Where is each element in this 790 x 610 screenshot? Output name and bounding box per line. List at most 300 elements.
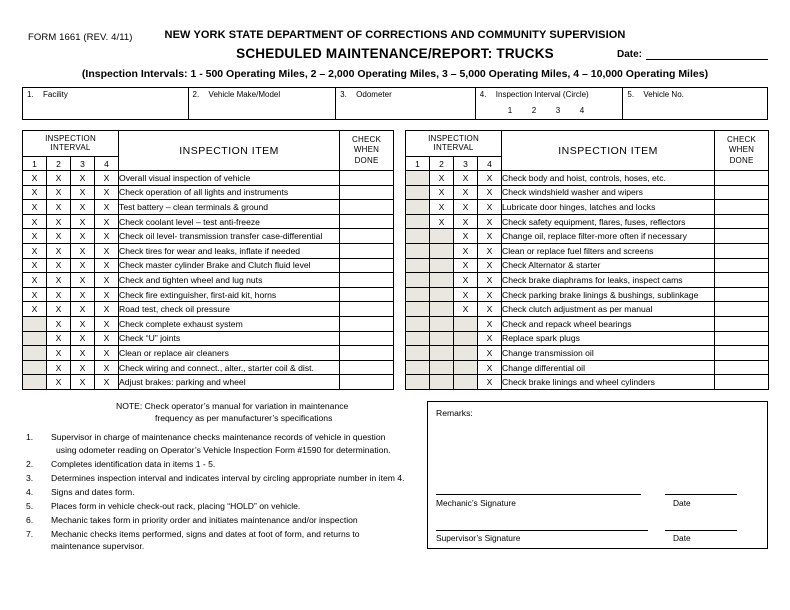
interval-mark-cell — [454, 331, 478, 346]
interval-mark-cell — [406, 200, 430, 215]
inspection-item-label: Check Alternator & starter — [502, 258, 715, 273]
check-when-done-cell[interactable] — [340, 273, 394, 288]
instruction-text-continuation: maintenance supervisor. — [51, 541, 145, 552]
interval-mark-cell: X — [47, 316, 71, 331]
check-when-done-cell[interactable] — [340, 200, 394, 215]
interval-mark-cell: X — [430, 185, 454, 200]
table-row — [406, 346, 769, 361]
instruction-number: 7. — [26, 528, 34, 539]
table-row — [23, 316, 394, 331]
interval-mark-cell: X — [95, 331, 119, 346]
interval-col-1: 1 — [23, 157, 47, 171]
interval-mark-cell — [430, 287, 454, 302]
interval-mark-cell — [406, 287, 430, 302]
interval-mark-cell: X — [71, 375, 95, 390]
interval-mark-cell: X — [47, 200, 71, 215]
check-when-done-cell[interactable] — [715, 346, 769, 361]
interval-mark-cell: X — [47, 258, 71, 273]
interval-mark-cell: X — [95, 360, 119, 375]
interval-col-3: 3 — [454, 157, 478, 171]
check-when-done-cell[interactable] — [715, 185, 769, 200]
ident-number: 3. — [340, 90, 347, 99]
interval-mark-cell — [406, 243, 430, 258]
inspection-item-label: Change oil, replace filter-more often if necessary — [502, 229, 715, 244]
instruction-text-wrap — [51, 486, 426, 499]
check-when-done-cell[interactable] — [340, 214, 394, 229]
interval-mark-cell: X — [47, 171, 71, 186]
inspection-item-label: Check safety equipment, flares, fuses, reflectors — [502, 214, 715, 229]
check-header-line3: DONE — [354, 155, 379, 165]
interval-mark-cell: X — [478, 214, 502, 229]
note-line-2: frequency as per manufacturer’s specifications — [155, 413, 333, 424]
inspection-item-label: Check oil level- transmission transfer case-differential — [119, 229, 340, 244]
instruction-number: 2. — [26, 458, 34, 469]
interval-col-4: 4 — [478, 157, 502, 171]
supervisor-date-label: Date — [673, 533, 691, 543]
interval-mark-cell: X — [71, 171, 95, 186]
check-when-done-cell[interactable] — [340, 243, 394, 258]
check-when-done-cell[interactable] — [340, 346, 394, 361]
check-header-line2: WHEN — [728, 145, 755, 155]
interval-mark-cell: X — [478, 375, 502, 390]
inspection-item-label: Check operation of all lights and instruments — [119, 185, 340, 200]
interval-mark-cell — [23, 316, 47, 331]
inspection-item-label: Road test, check oil pressure — [119, 302, 340, 317]
department-title: NEW YORK STATE DEPARTMENT OF CORRECTIONS AND COMMUNITY SUPERVISION — [164, 29, 626, 41]
note-line-1: NOTE: Check operator’s manual for variation in maintenance — [116, 401, 349, 411]
interval-option-2[interactable]: 2 — [531, 106, 537, 115]
interval-mark-cell: X — [478, 200, 502, 215]
mechanic-date-input[interactable] — [665, 494, 737, 495]
instruction-number: 5. — [26, 500, 34, 511]
interval-mark-cell — [454, 316, 478, 331]
interval-mark-cell — [430, 375, 454, 390]
inspection-item-label: Change differential oil — [502, 360, 715, 375]
interval-mark-cell: X — [478, 316, 502, 331]
interval-mark-cell: X — [71, 200, 95, 215]
check-when-done-cell[interactable] — [715, 287, 769, 302]
interval-mark-cell — [430, 346, 454, 361]
interval-mark-cell: X — [47, 287, 71, 302]
interval-mark-cell: X — [95, 200, 119, 215]
interval-mark-cell: X — [71, 360, 95, 375]
interval-mark-cell — [430, 229, 454, 244]
inspection-item-label: Check coolant level – test anti-freeze — [119, 214, 340, 229]
check-header-line1: CHECK — [727, 134, 757, 144]
interval-mark-cell: X — [95, 229, 119, 244]
table-row — [23, 360, 394, 375]
table-row — [23, 287, 394, 302]
interval-mark-cell: X — [47, 360, 71, 375]
instruction-text-wrap — [51, 500, 426, 513]
interval-mark-cell: X — [454, 243, 478, 258]
inspection-item-label: Check brake linings and wheel cylinders — [502, 375, 715, 390]
interval-mark-cell: X — [71, 243, 95, 258]
operator-manual-note — [116, 400, 348, 424]
interval-mark-cell: X — [454, 302, 478, 317]
inspection-item-label: Check body and hoist, controls, hoses, etc. — [502, 171, 715, 186]
interval-mark-cell: X — [71, 229, 95, 244]
interval-mark-cell — [23, 346, 47, 361]
item-header: INSPECTION ITEM — [502, 131, 715, 171]
instructions-list — [26, 431, 426, 554]
inspection-item-label: Check parking brake linings & bushings, sublinkage — [502, 287, 715, 302]
ident-number: 5. — [627, 90, 635, 99]
interval-mark-cell: X — [95, 214, 119, 229]
date-field-group — [617, 48, 768, 60]
interval-mark-cell: X — [71, 302, 95, 317]
interval-mark-cell — [23, 375, 47, 390]
checklist-left-body — [23, 171, 394, 390]
interval-mark-cell: X — [23, 243, 47, 258]
interval-mark-cell: X — [95, 243, 119, 258]
check-when-done-cell[interactable] — [715, 316, 769, 331]
check-when-done-header — [340, 131, 394, 171]
interval-mark-cell: X — [95, 316, 119, 331]
check-when-done-cell[interactable] — [715, 200, 769, 215]
instruction-text: Supervisor in charge of maintenance checks maintenance records of vehicle in question — [51, 432, 386, 442]
check-when-done-cell[interactable] — [715, 273, 769, 288]
instruction-text: Determines inspection interval and indicates interval by circling appropriate number in item 4. — [51, 472, 405, 483]
ident-label: Vehicle Make/Model — [208, 90, 281, 99]
instruction-text-wrap — [51, 431, 426, 456]
interval-header-line2: INTERVAL — [50, 142, 91, 152]
interval-mark-cell: X — [23, 258, 47, 273]
table-row — [406, 185, 769, 200]
interval-header — [23, 131, 119, 157]
interval-mark-cell: X — [47, 185, 71, 200]
interval-option-1[interactable]: 1 — [507, 106, 513, 115]
instruction-text: Signs and dates form. — [51, 486, 135, 497]
interval-mark-cell: X — [478, 346, 502, 361]
check-when-done-cell[interactable] — [340, 316, 394, 331]
interval-mark-cell: X — [95, 375, 119, 390]
date-input[interactable] — [646, 48, 768, 60]
instruction-number: 6. — [26, 514, 34, 525]
checklist-table-left — [22, 130, 394, 390]
check-when-done-cell[interactable] — [715, 243, 769, 258]
interval-mark-cell: X — [454, 287, 478, 302]
inspection-intervals-note: (Inspection Intervals: 1 - 500 Operating Miles, 2 – 2,000 Operating Miles, 3 – 5,000 Operating Miles, 4 – 10,000 Operating Miles) — [81, 68, 709, 80]
inspection-item-label: Replace spark plugs — [502, 331, 715, 346]
table-row — [23, 229, 394, 244]
interval-mark-cell: X — [23, 185, 47, 200]
mechanic-signature-label: Mechanic’s Signature — [436, 498, 516, 508]
instruction-text-wrap — [51, 514, 426, 527]
interval-mark-cell: X — [47, 331, 71, 346]
supervisor-signature-input[interactable] — [436, 530, 648, 531]
interval-mark-cell — [406, 171, 430, 186]
interval-mark-cell — [430, 331, 454, 346]
table-row — [23, 200, 394, 215]
interval-mark-cell: X — [454, 200, 478, 215]
instruction-item — [26, 500, 426, 513]
interval-mark-cell — [406, 185, 430, 200]
interval-mark-cell — [454, 375, 478, 390]
interval-mark-cell: X — [454, 229, 478, 244]
inspection-item-label: Check and tighten wheel and lug nuts — [119, 273, 340, 288]
instruction-text: Mechanic takes form in priority order and initiates maintenance and/or inspection — [51, 514, 358, 525]
inspection-item-label: Check master cylinder Brake and Clutch fluid level — [119, 258, 340, 273]
interval-mark-cell — [454, 360, 478, 375]
check-when-done-cell[interactable] — [715, 360, 769, 375]
interval-mark-cell: X — [454, 273, 478, 288]
interval-mark-cell: X — [95, 258, 119, 273]
table-row — [23, 375, 394, 390]
interval-mark-cell: X — [95, 302, 119, 317]
interval-mark-cell: X — [47, 273, 71, 288]
table-row — [23, 258, 394, 273]
interval-mark-cell: X — [454, 214, 478, 229]
inspection-item-label: Check complete exhaust system — [119, 316, 340, 331]
interval-mark-cell — [430, 302, 454, 317]
inspection-item-label: Test battery – clean terminals & ground — [119, 200, 340, 215]
interval-mark-cell: X — [478, 302, 502, 317]
interval-mark-cell — [430, 360, 454, 375]
check-when-done-cell[interactable] — [340, 171, 394, 186]
interval-mark-cell — [406, 302, 430, 317]
check-when-done-cell[interactable] — [715, 258, 769, 273]
interval-col-2: 2 — [47, 157, 71, 171]
check-when-done-cell[interactable] — [715, 302, 769, 317]
interval-mark-cell — [406, 360, 430, 375]
check-when-done-cell[interactable] — [340, 360, 394, 375]
table-row — [406, 375, 769, 390]
interval-mark-cell: X — [478, 360, 502, 375]
instruction-text: Mechanic checks items performed, signs and dates at foot of form, and returns to — [51, 528, 360, 539]
check-when-done-cell[interactable] — [715, 331, 769, 346]
inspection-item-label: Clean or replace air cleaners — [119, 346, 340, 361]
mechanic-signature-input[interactable] — [436, 494, 641, 495]
interval-mark-cell: X — [95, 185, 119, 200]
inspection-item-label: Lubricate door hinges, latches and locks — [502, 200, 715, 215]
instruction-text-continuation: using odometer reading on Operator’s Vehicle Inspection Form #1590 for determination. — [56, 444, 391, 455]
ident-cell-2[interactable] — [189, 88, 337, 119]
instruction-item — [26, 486, 426, 499]
interval-mark-cell: X — [47, 302, 71, 317]
interval-mark-cell: X — [47, 243, 71, 258]
interval-mark-cell: X — [478, 287, 502, 302]
table-row — [406, 229, 769, 244]
interval-mark-cell: X — [71, 258, 95, 273]
interval-mark-cell: X — [23, 302, 47, 317]
check-when-done-cell[interactable] — [340, 302, 394, 317]
ident-label: Vehicle No. — [643, 90, 684, 99]
interval-mark-cell: X — [478, 171, 502, 186]
interval-mark-cell: X — [95, 171, 119, 186]
table-row — [406, 214, 769, 229]
check-when-done-cell[interactable] — [715, 375, 769, 390]
interval-mark-cell: X — [47, 346, 71, 361]
check-when-done-cell[interactable] — [715, 214, 769, 229]
interval-mark-cell: X — [23, 229, 47, 244]
inspection-item-label: Change transmission oil — [502, 346, 715, 361]
table-row — [23, 302, 394, 317]
page-title: SCHEDULED MAINTENANCE/REPORT: TRUCKS — [236, 46, 554, 61]
interval-mark-cell: X — [23, 200, 47, 215]
inspection-item-label: Check tires for wear and leaks, inflate if needed — [119, 243, 340, 258]
inspection-item-label: Adjust brakes: parking and wheel — [119, 375, 340, 390]
interval-mark-cell — [430, 243, 454, 258]
table-row — [23, 171, 394, 186]
check-when-done-cell[interactable] — [715, 171, 769, 186]
interval-col-3: 3 — [71, 157, 95, 171]
instruction-text-wrap — [51, 472, 426, 485]
inspection-item-label: Check fire extinguisher, first-aid kit, horns — [119, 287, 340, 302]
interval-mark-cell: X — [47, 375, 71, 390]
interval-mark-cell: X — [478, 243, 502, 258]
interval-mark-cell: X — [71, 287, 95, 302]
table-row — [406, 243, 769, 258]
check-header-line3: DONE — [729, 155, 754, 165]
instruction-text-wrap — [51, 458, 426, 471]
interval-mark-cell: X — [71, 331, 95, 346]
interval-mark-cell: X — [430, 214, 454, 229]
interval-mark-cell — [406, 346, 430, 361]
instruction-number: 3. — [26, 472, 34, 483]
ident-number: 2. — [192, 90, 200, 99]
ident-number: 4. — [479, 90, 487, 99]
interval-mark-cell: X — [23, 273, 47, 288]
table-row — [406, 258, 769, 273]
interval-mark-cell: X — [47, 229, 71, 244]
inspection-item-label: Check “U” joints — [119, 331, 340, 346]
inspection-interval-options[interactable] — [508, 106, 604, 115]
checklist-right-body — [406, 171, 769, 390]
interval-mark-cell: X — [71, 316, 95, 331]
interval-mark-cell — [430, 273, 454, 288]
interval-header-line2: INTERVAL — [433, 142, 474, 152]
identification-row — [22, 87, 768, 120]
interval-mark-cell — [406, 258, 430, 273]
instruction-item — [26, 514, 426, 527]
table-row — [23, 273, 394, 288]
interval-mark-cell: X — [23, 287, 47, 302]
interval-col-2: 2 — [430, 157, 454, 171]
instruction-item — [26, 472, 426, 485]
interval-mark-cell — [430, 316, 454, 331]
check-header-line2: WHEN — [353, 145, 380, 155]
interval-col-4: 4 — [95, 157, 119, 171]
interval-mark-cell: X — [478, 229, 502, 244]
interval-header-line1: INSPECTION — [45, 133, 96, 143]
check-when-done-cell[interactable] — [340, 331, 394, 346]
inspection-item-label: Check brake diaphrams for leaks, inspect cams — [502, 273, 715, 288]
check-when-done-cell[interactable] — [340, 258, 394, 273]
interval-mark-cell: X — [95, 273, 119, 288]
interval-mark-cell: X — [454, 258, 478, 273]
interval-mark-cell: X — [430, 171, 454, 186]
interval-mark-cell: X — [47, 214, 71, 229]
instruction-item — [26, 528, 426, 553]
instruction-text-wrap — [51, 528, 426, 553]
ident-label: Facility — [43, 90, 68, 99]
inspection-item-label: Overall visual inspection of vehicle — [119, 171, 340, 186]
ident-cell-3[interactable] — [336, 88, 476, 119]
inspection-item-label: Check clutch adjustment as per manual — [502, 302, 715, 317]
interval-col-1: 1 — [406, 157, 430, 171]
interval-mark-cell: X — [454, 185, 478, 200]
interval-header-line1: INSPECTION — [428, 133, 479, 143]
check-header-line1: CHECK — [352, 134, 382, 144]
interval-option-3[interactable]: 3 — [555, 106, 561, 115]
table-row — [406, 200, 769, 215]
check-when-done-header — [715, 131, 769, 171]
table-row — [406, 273, 769, 288]
ident-cell-5[interactable] — [623, 88, 767, 119]
instruction-number: 1. — [26, 432, 34, 442]
interval-mark-cell — [23, 331, 47, 346]
interval-mark-cell — [23, 360, 47, 375]
interval-option-4[interactable]: 4 — [579, 106, 585, 115]
interval-mark-cell: X — [71, 214, 95, 229]
check-when-done-cell[interactable] — [340, 229, 394, 244]
table-row — [23, 185, 394, 200]
interval-mark-cell: X — [71, 273, 95, 288]
table-row — [23, 214, 394, 229]
table-row — [406, 331, 769, 346]
interval-mark-cell — [406, 214, 430, 229]
instruction-item — [26, 458, 426, 471]
interval-mark-cell: X — [23, 171, 47, 186]
interval-mark-cell: X — [478, 258, 502, 273]
interval-mark-cell: X — [454, 171, 478, 186]
inspection-item-label: Check and repack wheel bearings — [502, 316, 715, 331]
interval-mark-cell — [406, 375, 430, 390]
interval-mark-cell: X — [23, 214, 47, 229]
interval-mark-cell: X — [95, 346, 119, 361]
form-number: FORM 1661 (REV. 4/11) — [28, 32, 133, 43]
interval-mark-cell — [430, 258, 454, 273]
interval-mark-cell — [406, 316, 430, 331]
check-when-done-cell[interactable] — [340, 375, 394, 390]
supervisor-date-input[interactable] — [665, 530, 737, 531]
item-header: INSPECTION ITEM — [119, 131, 340, 171]
table-row — [406, 287, 769, 302]
ident-label: Odometer — [356, 90, 392, 99]
interval-mark-cell — [406, 229, 430, 244]
mechanic-date-label: Date — [673, 498, 691, 508]
interval-mark-cell — [454, 346, 478, 361]
interval-mark-cell: X — [71, 185, 95, 200]
check-when-done-cell[interactable] — [715, 229, 769, 244]
interval-mark-cell — [406, 331, 430, 346]
instruction-text: Places form in vehicle check-out rack, placing “HOLD” on vehicle. — [51, 500, 301, 511]
interval-header — [406, 131, 502, 157]
ident-cell-1[interactable] — [23, 88, 189, 119]
instruction-number: 4. — [26, 486, 34, 497]
table-row — [406, 302, 769, 317]
interval-mark-cell: X — [478, 273, 502, 288]
supervisor-signature-label: Supervisor’s Signature — [436, 533, 521, 543]
ident-cell-4[interactable] — [476, 88, 624, 119]
interval-mark-cell: X — [478, 331, 502, 346]
table-row — [23, 243, 394, 258]
table-row — [23, 346, 394, 361]
table-row — [23, 331, 394, 346]
ident-number: 1. — [27, 90, 34, 99]
checklist-table-right — [405, 130, 769, 390]
instruction-item — [26, 431, 426, 456]
check-when-done-cell[interactable] — [340, 287, 394, 302]
check-when-done-cell[interactable] — [340, 185, 394, 200]
remarks-label: Remarks: — [436, 408, 473, 418]
interval-mark-cell: X — [478, 185, 502, 200]
ident-label: Inspection Interval (Circle) — [495, 90, 589, 99]
remarks-box — [427, 401, 768, 549]
interval-mark-cell — [406, 273, 430, 288]
table-row — [406, 360, 769, 375]
